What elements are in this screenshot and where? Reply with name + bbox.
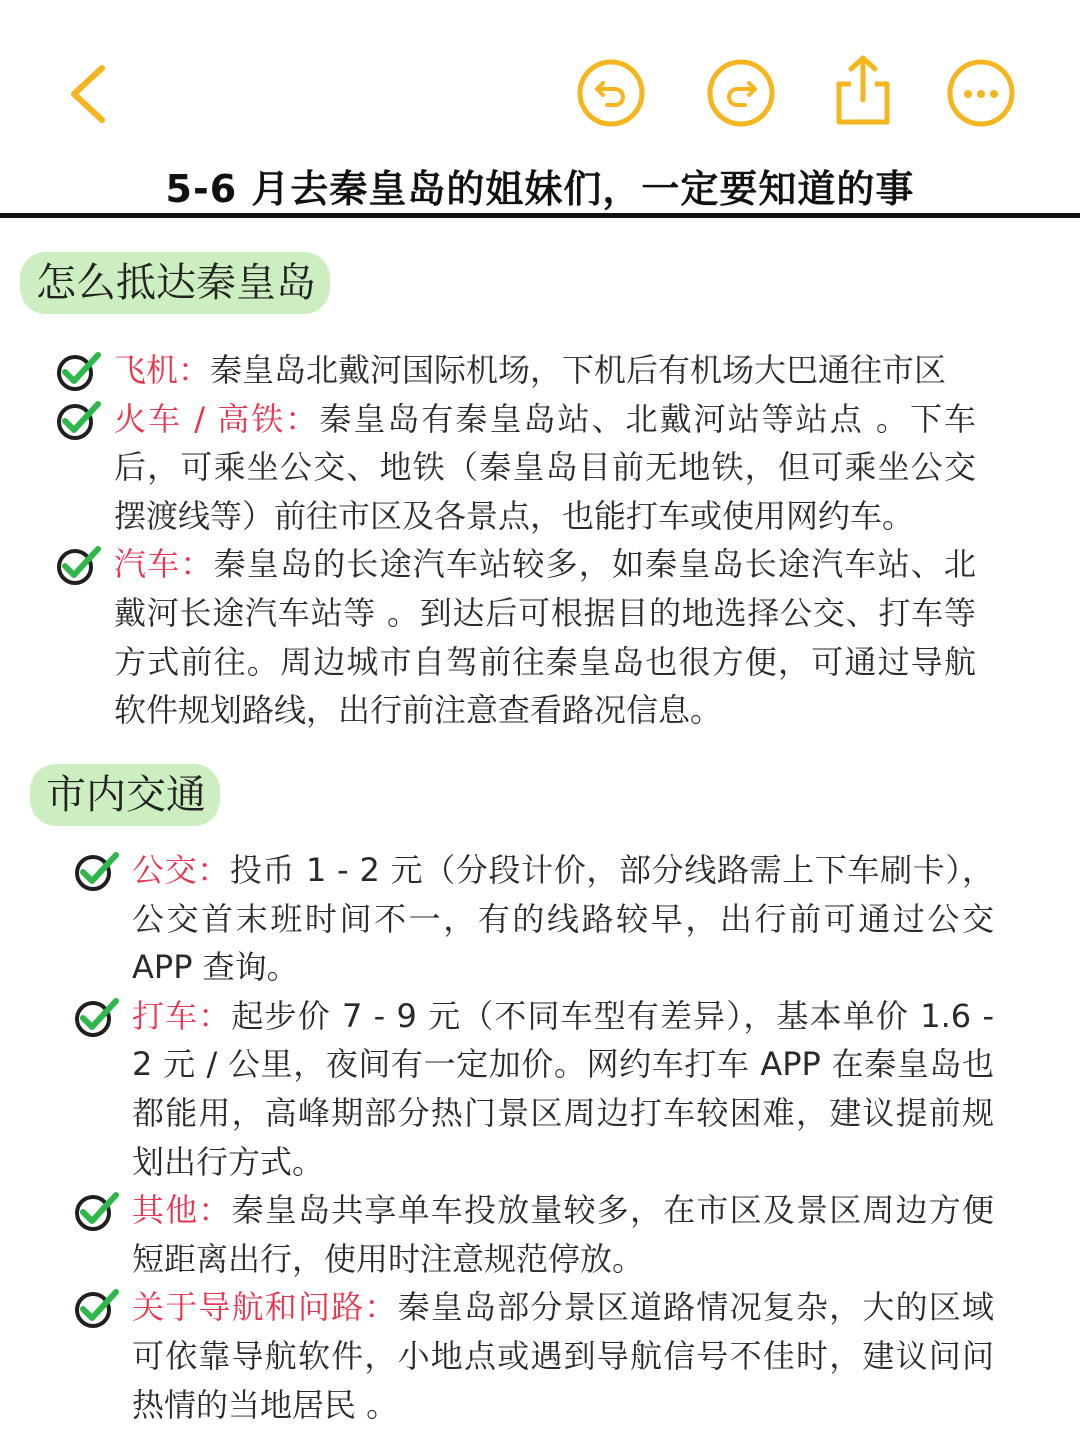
section-heading-local-transport: 市内交通 (30, 764, 220, 826)
list-item-bus-long (56, 540, 976, 734)
check-icon (56, 544, 102, 586)
list-item-taxi (74, 992, 994, 1186)
list-item-bus (74, 846, 994, 992)
local-transport-list (74, 846, 994, 1429)
title-divider (0, 213, 1080, 218)
section-heading-arrival: 怎么抵达秦皇岛 (20, 252, 330, 314)
item-label: 飞机： (114, 351, 211, 389)
item-text: 秦皇岛有秦皇岛站、北戴河站等站点 。下车后，可乘坐公交、地铁（秦皇岛目前无地铁，但可乘坐公交摆渡线等）前往市区及各景点，也能打车或使用网约车。 (114, 399, 976, 535)
item-text: 秦皇岛的长途汽车站较多，如秦皇岛长途汽车站、北戴河长途汽车站等 。到达后可根据目的地选择公交、打车等方式前往。周边城市自驾前往秦皇岛也很方便，可通过导航软件规划路线，出行前注意查看路况信息。 (114, 545, 976, 730)
back-icon[interactable] (62, 62, 118, 126)
list-item-train (56, 395, 976, 541)
item-label: 关于导航和问路： (132, 1288, 398, 1327)
item-label: 公交： (132, 851, 230, 889)
redo-icon[interactable] (706, 58, 776, 128)
page-title: 5-6 月去秦皇岛的姐妹们，一定要知道的事 (165, 167, 915, 211)
list-item-plane (56, 346, 976, 395)
arrival-list (56, 346, 976, 735)
item-text: 秦皇岛部分景区道路情况复杂，大的区域可依靠导航软件，小地点或遇到导航信号不佳时，建议问问热情的当地居民 。 (132, 1288, 994, 1424)
share-icon[interactable] (830, 52, 896, 128)
item-text: 投币 1 - 2 元（分段计价，部分线路需上下车刷卡），公交首末班时间不一，有的线路较早，出行前可通过公交 APP 查询。 (132, 851, 994, 987)
toolbar (0, 0, 1080, 150)
check-icon (56, 399, 102, 441)
item-label: 其他： (132, 1191, 232, 1230)
more-icon[interactable] (946, 58, 1016, 128)
item-text: 秦皇岛共享单车投放量较多，在市区及景区周边方便短距离出行，使用时注意规范停放。 (132, 1191, 994, 1278)
item-label: 汽车： (114, 545, 214, 584)
check-icon (56, 350, 102, 392)
list-item-other (74, 1186, 994, 1283)
item-label: 打车： (132, 996, 232, 1035)
check-icon (74, 996, 120, 1038)
check-icon (74, 1287, 120, 1329)
item-label: 火车 / 高铁： (114, 399, 320, 438)
item-text: 起步价 7 - 9 元（不同车型有差异），基本单价 1.6 - 2 元 / 公里，夜间有一定加价。网约车打车 APP 在秦皇岛也都能用，高峰期部分热门景区周边打车较困难，建议提前规划出行方式。 (132, 996, 994, 1181)
check-icon (74, 1190, 120, 1232)
item-text: 秦皇岛北戴河国际机场，下机后有机场大巴通往市区 (210, 351, 947, 389)
check-icon (74, 850, 120, 892)
undo-icon[interactable] (576, 58, 646, 128)
list-item-navigation (74, 1283, 994, 1429)
